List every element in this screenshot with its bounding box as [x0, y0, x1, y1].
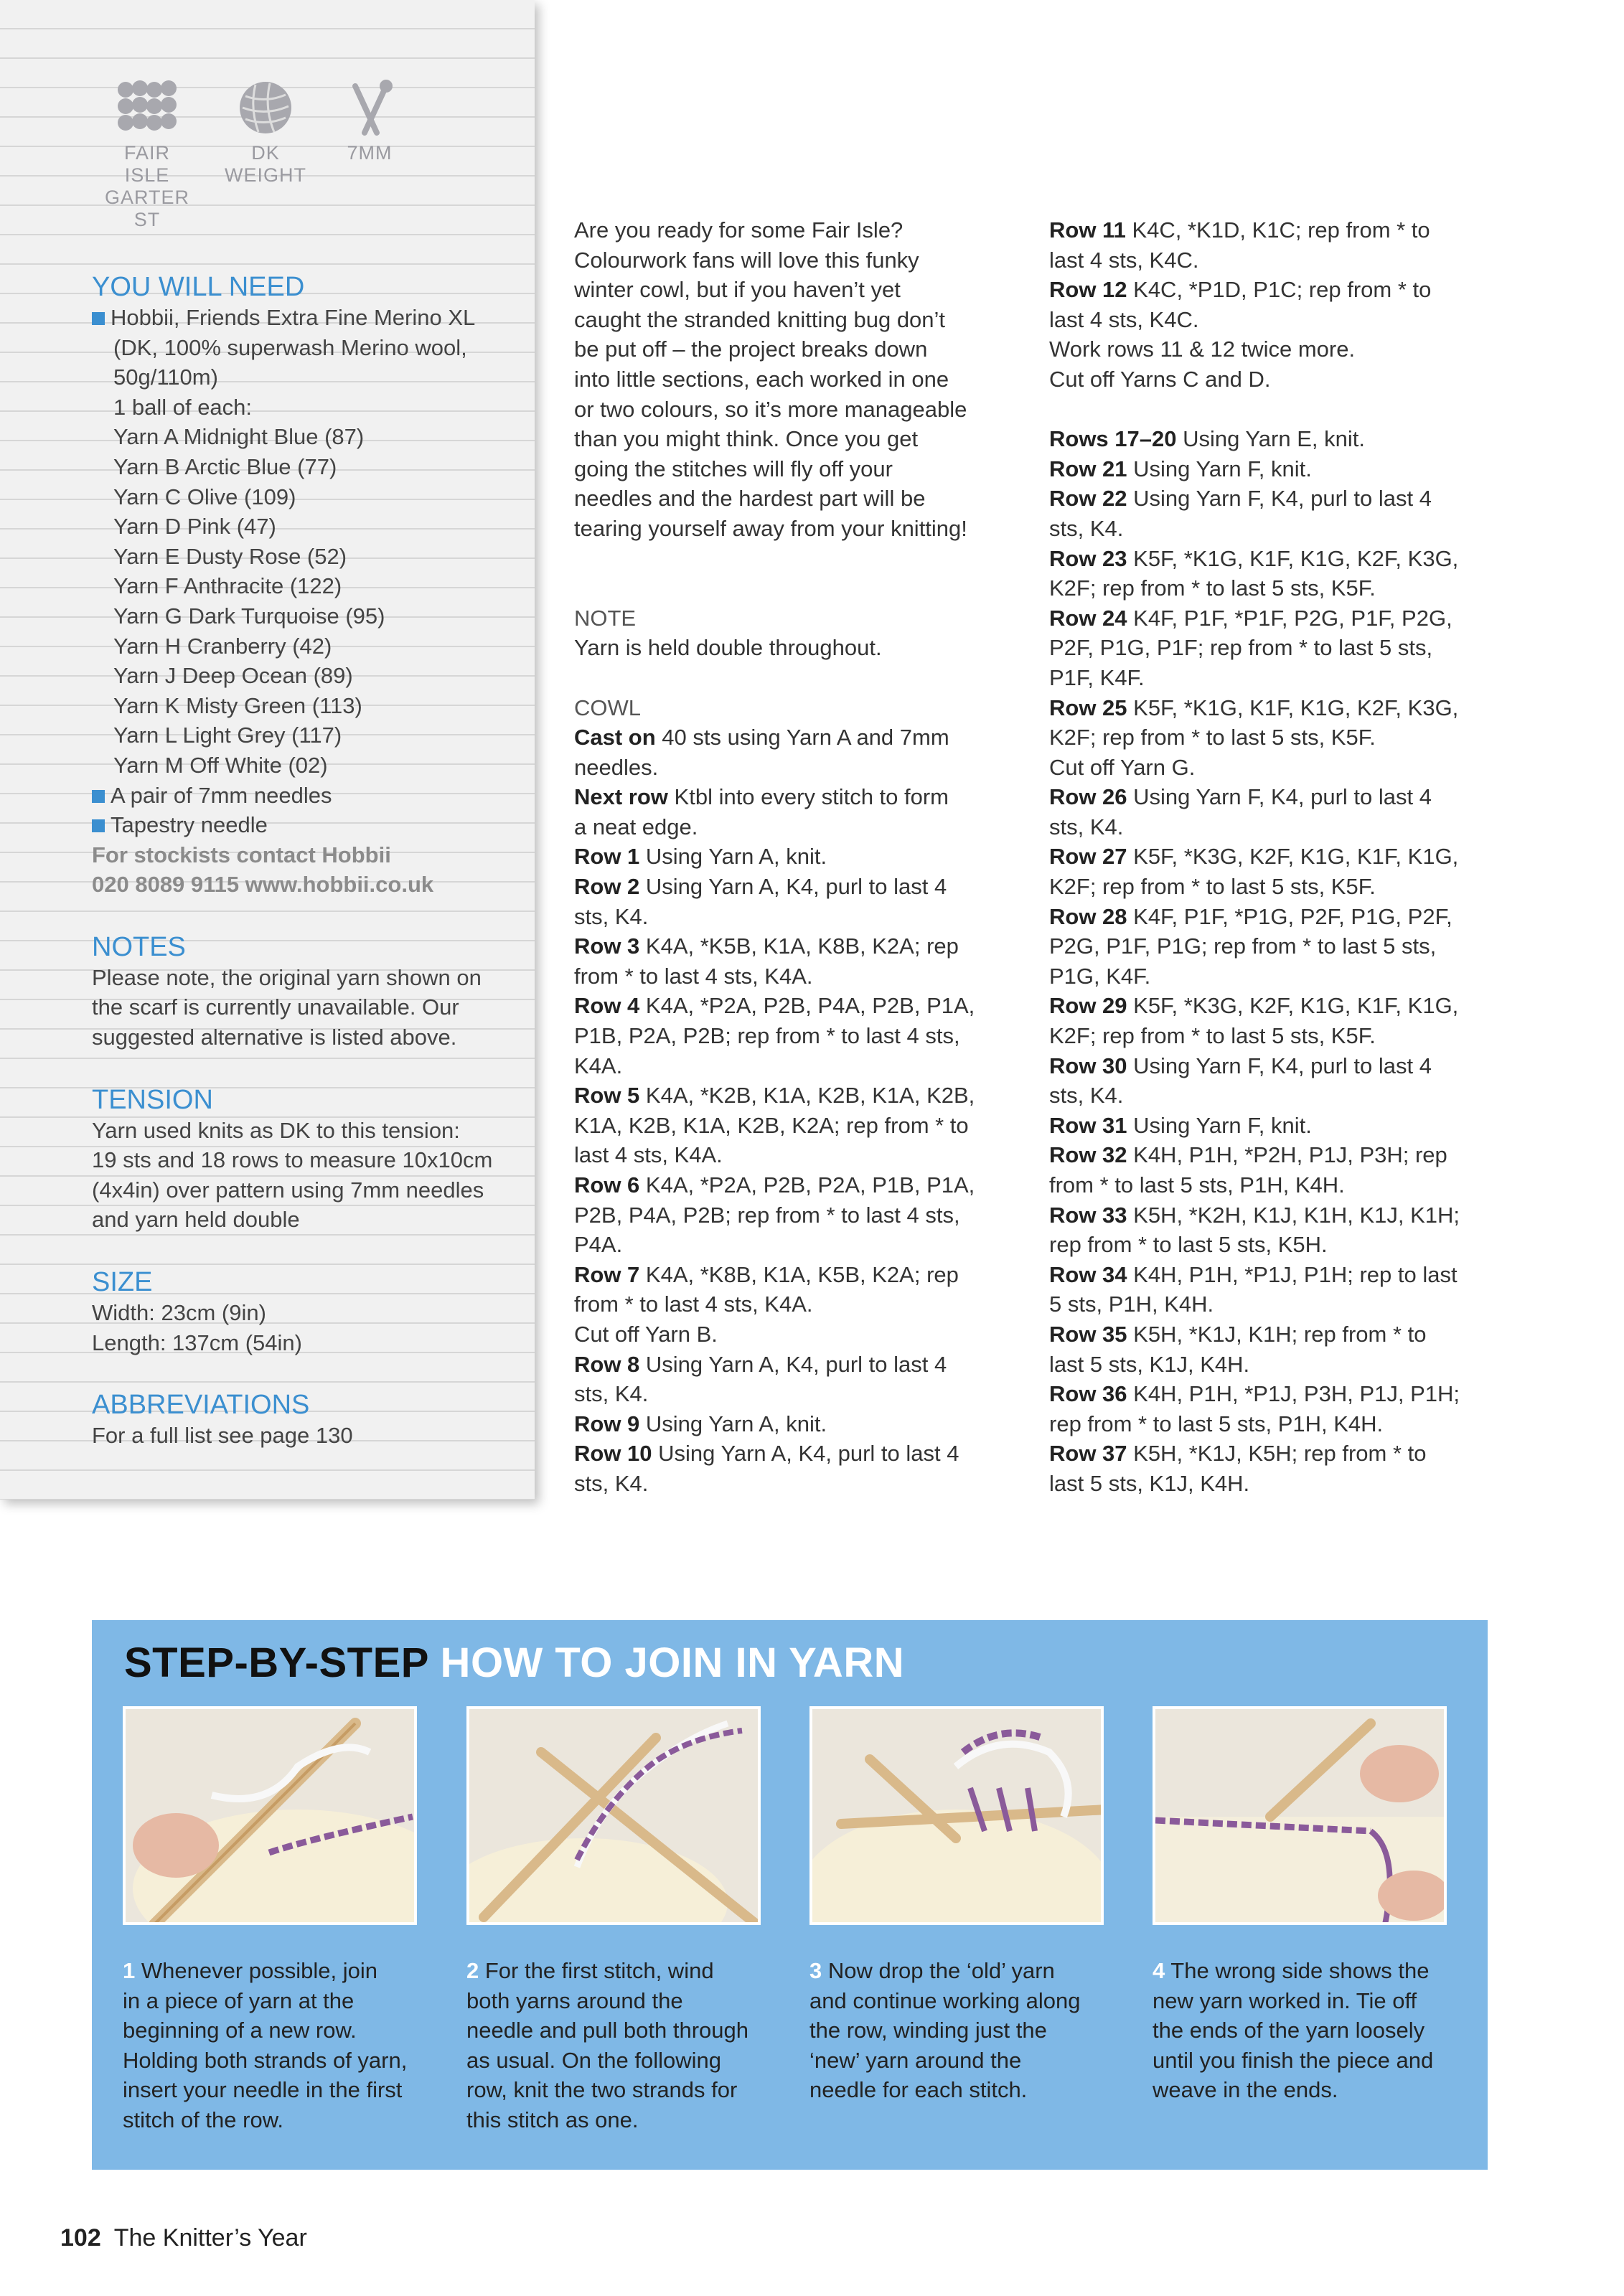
yarn-item: Yarn L Light Grey (117) [113, 723, 342, 748]
row-text: P2G, P1F, P1G; rep from * to last 5 sts, [1049, 933, 1437, 959]
row-label: Row 23 [1049, 545, 1127, 571]
step-line: needle and pull both through [466, 2018, 748, 2043]
step-line: until you finish the piece and [1153, 2047, 1434, 2073]
tapestry-item: Tapestry needle [92, 810, 522, 840]
instruction-line [574, 1409, 1005, 1439]
row-text: K2F; rep from * to last 5 sts, K5F. [1049, 725, 1376, 751]
notes-line: Please note, the original yarn shown on [92, 964, 482, 990]
size-heading: SIZE [92, 1267, 153, 1298]
stockists-line: For stockists contact Hobbii [92, 842, 391, 867]
step-line: new yarn worked in. Tie off [1153, 1987, 1417, 2013]
instruction-line [1049, 961, 1487, 992]
instruction-line [1049, 1289, 1487, 1319]
instruction-line [1049, 1140, 1487, 1170]
instruction-line [574, 812, 1005, 842]
yarn-spec-line: (DK, 100% superwash Merino wool, [113, 334, 467, 360]
yarn-item: Yarn F Anthracite (122) [113, 573, 342, 599]
step-line: this stitch as one. [466, 2107, 639, 2132]
step-1-text [123, 1956, 421, 2135]
row-text: K5F, *K1G, K1F, K1G, K2F, K3G, [1127, 545, 1459, 571]
icon-label-line: GARTER ST [104, 187, 190, 230]
intro-line: Are you ready for some Fair Isle? [574, 217, 903, 243]
row-text: from * to last 4 sts, K4A. [574, 1292, 813, 1317]
instruction-line [574, 931, 1005, 961]
row-text: K4A, *K8B, K1A, K5B, K2A; rep [639, 1261, 959, 1287]
row-label: Row 7 [574, 1261, 640, 1287]
row-label: Row 4 [574, 993, 640, 1019]
instruction-line [574, 1260, 1005, 1290]
instruction-line [574, 723, 1005, 753]
step-line: insert your needle in the first [123, 2077, 403, 2103]
step-line: ‘new’ yarn around the [809, 2047, 1022, 2073]
intro-line: tearing yourself away from your knitting! [574, 515, 967, 541]
instruction-line [1049, 1051, 1487, 1081]
pattern-column-2 [1049, 215, 1487, 1499]
row-text: sts, K4. [1049, 515, 1124, 541]
row-text: Using Yarn A, knit. [639, 1411, 827, 1436]
instruction-line [1049, 633, 1487, 663]
instruction-line [574, 1319, 1005, 1350]
cowl-instructions [574, 723, 1005, 1498]
row-text: K1A, K2B, K1A, K2B, K2A; rep from * to [574, 1112, 969, 1138]
instruction-line [1049, 663, 1487, 693]
instruction-line [574, 1081, 1005, 1111]
row-text: last 4 sts, K4A. [574, 1142, 723, 1168]
cowl-instructions-continued [1049, 424, 1487, 1498]
row-text: K4A, *P2A, P2B, P4A, P2B, P1A, [639, 993, 975, 1019]
row-text: K4F, P1F, *P1F, P2G, P1F, P2G, [1127, 605, 1452, 631]
row-text: K4F, P1F, *P1G, P2F, P1G, P2F, [1127, 903, 1452, 929]
instruction-line [1049, 1200, 1487, 1231]
note-heading: NOTE [574, 605, 637, 631]
row-text: last 4 sts, K4C. [1049, 247, 1199, 273]
row-label: Rows 17–20 [1049, 426, 1177, 452]
instruction-line [574, 1021, 1005, 1051]
yarn-item: Yarn M Off White (02) [113, 752, 328, 778]
row-text: K2F; rep from * to last 5 sts, K5F. [1049, 874, 1376, 900]
tension-line: Yarn used knits as DK to this tension: [92, 1117, 460, 1143]
row-text: K4A, *P2A, P2B, P2A, P1B, P1A, [639, 1172, 975, 1198]
step-number: 2 [466, 1958, 479, 1983]
row-label: Next row [574, 784, 668, 810]
icon-label-line: 7MM [347, 142, 393, 164]
yarn-ball-icon [219, 79, 312, 187]
row-text: sts, K4. [574, 1470, 649, 1496]
row-text: Using Yarn A, knit. [639, 844, 827, 870]
row-text: K5F, *K3G, K2F, K1G, K1F, K1G, [1127, 993, 1459, 1019]
row-text: K5H, *K2H, K1J, K1H, K1J, K1H; [1127, 1202, 1460, 1228]
row-text: Using Yarn A, K4, purl to last 4 [639, 1351, 947, 1377]
step-line: and continue working along [809, 1987, 1081, 2013]
yarn-item: Yarn G Dark Turquoise (95) [113, 603, 385, 629]
intro-line: or two colours, so it’s more manageable [574, 396, 967, 422]
instruction-line [574, 1111, 1005, 1141]
step-number: 3 [809, 1958, 822, 1983]
instruction-line [1049, 1469, 1487, 1499]
materials-list [92, 303, 522, 900]
instruction-line [574, 753, 1005, 783]
needles-item: A pair of 7mm needles [92, 781, 522, 811]
yarn-item: Yarn B Arctic Blue (77) [113, 453, 337, 479]
title-light-part: HOW TO JOIN IN YARN [428, 1639, 905, 1686]
row-text: K5H, *K1J, K1H; rep from * to [1127, 1321, 1427, 1347]
size-line: Length: 137cm (54in) [92, 1330, 302, 1355]
notes-text [92, 963, 522, 1053]
row-label: Row 36 [1049, 1381, 1127, 1407]
instruction-line [1049, 603, 1487, 634]
sidebar [0, 0, 535, 1500]
intro-line: winter cowl, but if you haven’t yet [574, 277, 901, 303]
pattern-info-icons [100, 79, 431, 230]
instruction-line [1049, 573, 1487, 603]
row-label: Row 26 [1049, 784, 1127, 810]
row-text: P1B, P2A, P2B; rep from * to last 4 sts, [574, 1023, 960, 1049]
instruction-line [1049, 902, 1487, 932]
row-text: Work rows 11 & 12 twice more. [1049, 337, 1356, 362]
row-label: Row 32 [1049, 1142, 1127, 1168]
row-label: Row 22 [1049, 486, 1127, 512]
row-label: Row 24 [1049, 605, 1127, 631]
row-text: Cut off Yarn B. [574, 1321, 718, 1347]
row-text: P1F, K4F. [1049, 664, 1145, 690]
sidebar-content [92, 271, 522, 1451]
instruction-line [574, 782, 1005, 812]
size-text [92, 1298, 522, 1358]
row-text: from * to last 4 sts, K4A. [574, 963, 813, 989]
row-text: Using Yarn F, knit. [1127, 456, 1312, 481]
instruction-line [1049, 753, 1487, 783]
instruction-line [1049, 872, 1487, 902]
tension-line: (4x4in) over pattern using 7mm needles [92, 1177, 484, 1203]
row-label: Row 28 [1049, 903, 1127, 929]
row-text: last 5 sts, K1J, K4H. [1049, 1470, 1250, 1496]
row-label: Row 11 [1049, 217, 1126, 243]
row-text: 5 sts, P1H, K4H. [1049, 1292, 1214, 1317]
instruction-line [1049, 1350, 1487, 1380]
step-by-step-panel [92, 1620, 1488, 2170]
yarn-item: Yarn J Deep Ocean (89) [113, 663, 353, 689]
intro-text [574, 215, 1005, 544]
row-text: K5F, *K1G, K1F, K1G, K2F, K3G, [1127, 695, 1459, 720]
row-text: Cut off Yarn G. [1049, 754, 1196, 780]
row-label: Row 27 [1049, 844, 1127, 870]
needles-icon [323, 79, 416, 164]
step-line: For the first stitch, wind [479, 1958, 714, 1983]
intro-line: needles and the hardest part will be [574, 486, 926, 512]
abbreviations-heading: ABBREVIATIONS [92, 1390, 310, 1421]
step-line: row, knit the two strands for [466, 2077, 738, 2103]
row-label: Row 3 [574, 933, 640, 959]
instruction-line [1049, 484, 1487, 514]
title-dark-part: STEP-BY-STEP [124, 1639, 428, 1686]
row-text: sts, K4. [1049, 814, 1124, 839]
row-label: Row 12 [1049, 277, 1127, 303]
icon-label-line: FAIR ISLE [123, 142, 170, 186]
step-number: 1 [123, 1958, 136, 1983]
row-text: K4H, P1H, *P1J, P3H, P1J, P1H; [1127, 1381, 1460, 1407]
page-number: 102 [60, 2224, 101, 2252]
row-text: Using Yarn A, K4, purl to last 4 [639, 874, 947, 900]
instruction-line [574, 1289, 1005, 1319]
row-text: P2B, P4A, P2B; rep from * to last 4 sts, [574, 1202, 960, 1228]
row-label: Row 1 [574, 844, 640, 870]
row-text: P4A. [574, 1232, 623, 1258]
row-label: Row 34 [1049, 1261, 1127, 1287]
row-label: Row 2 [574, 874, 640, 900]
step-line: both yarns around the [466, 1987, 683, 2013]
yarn-spec-line: 50g/110m) [113, 364, 218, 390]
yarn-item: Yarn H Cranberry (42) [113, 633, 332, 659]
you-will-need-heading: YOU WILL NEED [92, 272, 305, 302]
intro-line: Colourwork fans will love this funky [574, 247, 919, 273]
row-label: Row 21 [1049, 456, 1127, 481]
intro-line: going the stitches will fly off your [574, 456, 893, 481]
instruction-line [1049, 305, 1487, 335]
instruction-line [1049, 275, 1487, 305]
row-text: Using Yarn F, K4, purl to last 4 [1127, 784, 1432, 810]
instruction-line [574, 872, 1005, 902]
step-line: Now drop the ‘old’ yarn [822, 1958, 1055, 1983]
intro-line: into little sections, each worked in one [574, 366, 949, 392]
instruction-line [1049, 1409, 1487, 1439]
row-text: Ktbl into every stitch to form [667, 784, 949, 810]
row-label: Row 30 [1049, 1053, 1127, 1078]
instruction-line [1049, 812, 1487, 842]
size-line: Width: 23cm (9in) [92, 1300, 266, 1326]
row-label: Row 31 [1049, 1112, 1127, 1138]
instruction-line [574, 1379, 1005, 1409]
row-label: Row 25 [1049, 695, 1127, 720]
row-text: P1G, K4F. [1049, 963, 1151, 989]
tension-text [92, 1116, 522, 1235]
instruction-line [574, 1170, 1005, 1200]
instruction-line [574, 1140, 1005, 1170]
row-text: last 5 sts, K1J, K4H. [1049, 1351, 1250, 1377]
note-text: Yarn is held double throughout. [574, 635, 882, 661]
publication-title: The Knitter’s Year [113, 2224, 307, 2252]
row-label: Row 8 [574, 1351, 640, 1377]
row-text: needles. [574, 754, 659, 780]
row-text: K2F; rep from * to last 5 sts, K5F. [1049, 575, 1376, 601]
step-line: beginning of a new row. [123, 2018, 357, 2043]
row-text: from * to last 5 sts, P1H, K4H. [1049, 1172, 1345, 1198]
row-text: P2F, P1G, P1F; rep from * to last 5 sts, [1049, 635, 1433, 661]
instruction-line [1049, 1021, 1487, 1051]
row-text: sts, K4. [574, 903, 649, 929]
step-line: the row, winding just the [809, 2018, 1047, 2043]
row-text: last 4 sts, K4C. [1049, 306, 1199, 332]
cowl-instructions-continued [1049, 215, 1487, 395]
notes-line: the scarf is currently unavailable. Our [92, 994, 459, 1020]
step-3-text [809, 1956, 1107, 2105]
yarn-item: Yarn D Pink (47) [113, 514, 276, 540]
instruction-line [1049, 215, 1487, 245]
notes-heading: NOTES [92, 931, 186, 962]
row-label: Row 9 [574, 1411, 640, 1436]
row-label: Row 6 [574, 1172, 640, 1198]
yarn-item: Yarn C Olive (109) [113, 484, 296, 509]
instruction-line [1049, 454, 1487, 484]
row-text: a neat edge. [574, 814, 698, 839]
instruction-line [574, 1439, 1005, 1469]
row-text: sts, K4. [1049, 1083, 1124, 1109]
instruction-line [574, 1230, 1005, 1260]
instruction-line [1049, 842, 1487, 872]
step-number: 4 [1153, 1958, 1165, 1983]
intro-line: be put off – the project breaks down [574, 337, 928, 362]
yarn-spec-line: 1 ball of each: [113, 394, 253, 420]
row-text: Using Yarn F, K4, purl to last 4 [1127, 486, 1432, 512]
row-text: K5H, *K1J, K5H; rep from * to [1127, 1441, 1427, 1467]
instruction-line [1049, 514, 1487, 544]
step-1-photo [123, 1706, 417, 1925]
row-text: K4C, *P1D, P1C; rep from * to [1127, 277, 1432, 303]
step-line: Whenever possible, join [135, 1958, 377, 1983]
row-text: K4H, P1H, *P1J, P1H; rep to last [1127, 1261, 1458, 1287]
instruction-line [574, 1051, 1005, 1081]
row-label: Row 33 [1049, 1202, 1127, 1228]
row-label: Row 5 [574, 1083, 640, 1109]
row-text: rep from * to last 5 sts, P1H, K4H. [1049, 1411, 1384, 1436]
step-3-photo [809, 1706, 1104, 1925]
tension-line: 19 sts and 18 rows to measure 10x10cm [92, 1147, 493, 1173]
step-line: in a piece of yarn at the [123, 1987, 355, 2013]
instruction-line [1049, 782, 1487, 812]
cowl-heading: COWL [574, 695, 641, 720]
instruction-line [1049, 991, 1487, 1021]
fair-isle-garter-st-icon [100, 79, 194, 231]
row-label: Row 29 [1049, 993, 1127, 1019]
step-4-text [1153, 1956, 1450, 2105]
instruction-line [574, 1350, 1005, 1380]
icon-label-line: DK [251, 142, 280, 164]
row-text: Cut off Yarns C and D. [1049, 366, 1271, 392]
icon-label-line: WEIGHT [225, 164, 306, 186]
instruction-line [1049, 723, 1487, 753]
instruction-line [1049, 931, 1487, 961]
row-label: Row 37 [1049, 1441, 1127, 1467]
intro-line: than you might think. Once you get [574, 426, 919, 452]
page-footer [60, 2224, 307, 2252]
row-label: Row 35 [1049, 1321, 1127, 1347]
instruction-line [1049, 1170, 1487, 1200]
row-text: Using Yarn A, K4, purl to last 4 [652, 1441, 959, 1467]
instruction-line [574, 961, 1005, 992]
abbreviations-text: For a full list see page 130 [92, 1423, 353, 1449]
row-text: 40 sts using Yarn A and 7mm [655, 725, 949, 751]
instruction-line [1049, 1081, 1487, 1111]
row-text: rep from * to last 5 sts, K5H. [1049, 1232, 1328, 1258]
step-line: weave in the ends. [1153, 2077, 1338, 2103]
instruction-line [574, 1469, 1005, 1499]
tension-heading: TENSION [92, 1084, 213, 1115]
instruction-line [1049, 1319, 1487, 1350]
instruction-line [574, 842, 1005, 872]
row-label: Cast on [574, 725, 656, 751]
row-text: K5F, *K3G, K2F, K1G, K1F, K1G, [1127, 844, 1459, 870]
instruction-line [574, 991, 1005, 1021]
step-line: as usual. On the following [466, 2047, 721, 2073]
step-line: The wrong side shows the [1165, 1958, 1430, 1983]
yarn-item: Yarn E Dusty Rose (52) [113, 543, 347, 569]
intro-line: caught the stranded knitting bug don’t [574, 306, 946, 332]
tension-line: and yarn held double [92, 1207, 300, 1233]
step-by-step-title [124, 1639, 904, 1687]
row-text: K4A. [574, 1053, 623, 1078]
instruction-line [1049, 693, 1487, 723]
instruction-line [1049, 1260, 1487, 1290]
row-text: Using Yarn F, K4, purl to last 4 [1127, 1053, 1432, 1078]
step-line: stitch of the row. [123, 2107, 283, 2132]
pattern-column-1 [574, 215, 1005, 1499]
row-text: Using Yarn E, knit. [1176, 426, 1365, 452]
instruction-line [1049, 1111, 1487, 1141]
row-label: Row 10 [574, 1441, 652, 1467]
yarn-item: Yarn K Misty Green (113) [113, 692, 362, 718]
yarn-brand-line: Hobbii, Friends Extra Fine Merino XL [92, 303, 522, 333]
row-text: sts, K4. [574, 1381, 649, 1407]
step-4-photo [1153, 1706, 1447, 1925]
instruction-line [574, 902, 1005, 932]
yarn-item: Yarn A Midnight Blue (87) [113, 424, 365, 450]
instruction-line [1049, 1230, 1487, 1260]
row-text: K4A, *K2B, K1A, K2B, K1A, K2B, [639, 1083, 975, 1109]
row-text: Using Yarn F, knit. [1127, 1112, 1312, 1138]
notes-line: suggested alternative is listed above. [92, 1025, 457, 1050]
instruction-line [1049, 334, 1487, 364]
row-text: K4H, P1H, *P2H, P1J, P3H; rep [1127, 1142, 1447, 1168]
instruction-line [1049, 245, 1487, 276]
step-line: Holding both strands of yarn, [123, 2047, 408, 2073]
step-line: the ends of the yarn loosely [1153, 2018, 1425, 2043]
instruction-line [1049, 544, 1487, 574]
instruction-line [574, 1200, 1005, 1231]
row-text: K2F; rep from * to last 5 sts, K5F. [1049, 1023, 1376, 1049]
step-2-text [466, 1956, 764, 2135]
row-text: K4C, *K1D, K1C; rep from * to [1125, 217, 1430, 243]
step-line: needle for each stitch. [809, 2077, 1028, 2103]
instruction-line [1049, 364, 1487, 395]
instruction-line [1049, 1439, 1487, 1469]
instruction-line [1049, 424, 1487, 454]
step-2-photo [466, 1706, 761, 1925]
instruction-line [1049, 1379, 1487, 1409]
stockists-line: 020 8089 9115 www.hobbii.co.uk [92, 872, 434, 898]
row-text: K4A, *K5B, K1A, K8B, K2A; rep [639, 933, 959, 959]
